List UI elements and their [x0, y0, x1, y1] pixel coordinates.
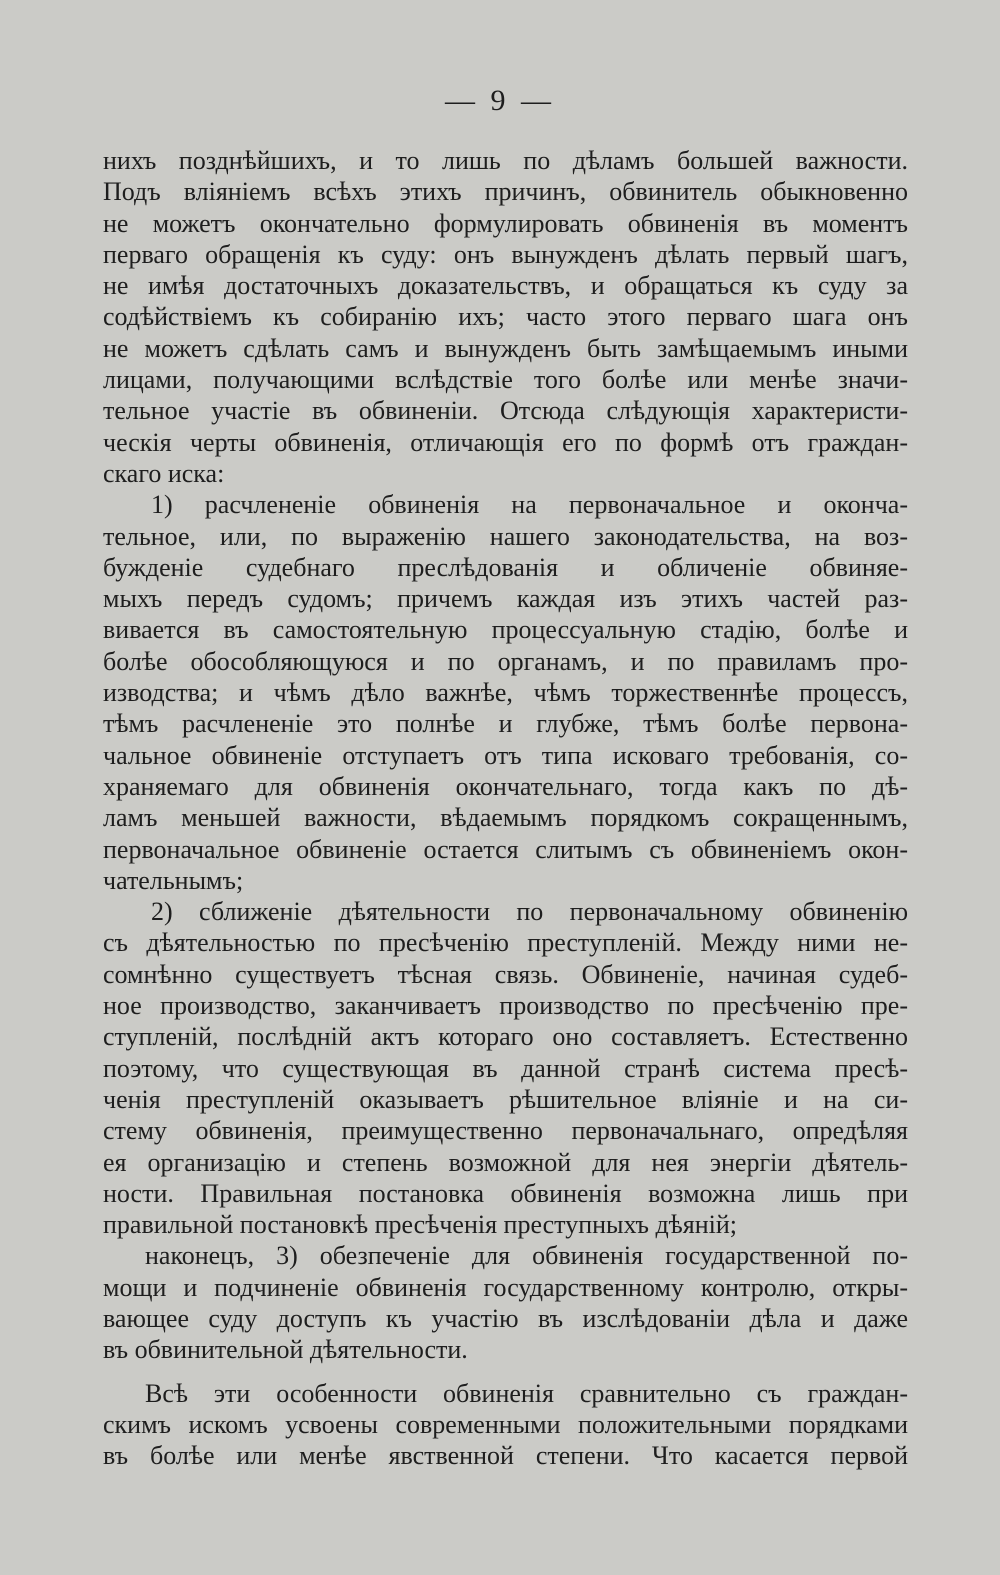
text-line: первоначальное обвиненіе остается слитымъ съ обвиненіемъ окон- — [103, 834, 908, 864]
text-line: мыхъ передъ судомъ; причемъ каждая изъ этихъ частей раз- — [103, 584, 908, 614]
text-line: тельное участіе въ обвиненіи. Отсюда слѣдующія характеристи- — [103, 396, 908, 426]
text-line: ное производство, заканчиваетъ производство по пресѣченію пре- — [103, 991, 908, 1021]
text-line: тѣмъ расчлененіе это полнѣе и глубже, тѣмъ болѣе первона- — [103, 709, 908, 739]
body-text — [103, 145, 908, 1471]
text-line: скаго иска: — [103, 458, 225, 488]
text-line: перваго обращенія къ суду: онъ вынужденъ дѣлать первый шагъ, — [103, 239, 908, 269]
text-line: содѣйствіемъ къ собиранію ихъ; часто этого перваго шага онъ — [103, 302, 908, 332]
text-line: Всѣ эти особенности обвиненія сравнительно съ граждан- — [145, 1378, 908, 1408]
text-line: стему обвиненія, преимущественно первоначальнаго, опредѣляя — [103, 1116, 908, 1146]
text-line: вающее суду доступъ къ участію въ изслѣдованіи дѣла и даже — [103, 1303, 908, 1333]
text-line: съ дѣятельностью по пресѣченію преступленій. Между ними не- — [103, 928, 908, 958]
text-line: поэтому, что существующая въ данной странѣ система пресѣ- — [103, 1053, 908, 1083]
text-line: не имѣя достаточныхъ доказательствъ, и обращаться къ суду за — [103, 271, 908, 301]
text-line: вивается въ самостоятельную процессуальную стадію, болѣе и — [103, 615, 908, 645]
paragraph-gap — [103, 1366, 908, 1378]
text-line: ея организацію и степень возможной для нея энергіи дѣятель- — [103, 1147, 908, 1177]
text-line: нихъ позднѣйшихъ, и то лишь по дѣламъ большей важности. — [103, 146, 908, 175]
text-line: ступленій, послѣдній актъ котораго оно составляетъ. Естественно — [103, 1022, 908, 1052]
text-line: ламъ меньшей важности, вѣдаемымъ порядкомъ сокращеннымъ, — [103, 803, 908, 833]
text-line: чательнымъ; — [103, 865, 244, 895]
text-line: бужденіе судебнаго преслѣдованія и обличеніе обвиняе- — [103, 552, 908, 582]
text-line: не можетъ окончательно формулировать обвиненія въ моментъ — [103, 208, 908, 238]
text-line: въ обвинительной дѣятельности. — [103, 1335, 468, 1365]
text-line: мощи и подчиненіе обвиненія государственному контролю, откры- — [103, 1272, 908, 1302]
text-line: храняемаго для обвиненія окончательнаго, тогда какъ по дѣ- — [103, 771, 908, 801]
text-line: 2) сближеніе дѣятельности по первоначальному обвиненію — [151, 897, 908, 927]
text-line: изводства; и чѣмъ дѣло важнѣе, чѣмъ торжественнѣе процессъ, — [103, 678, 908, 708]
text-line: не можетъ сдѣлать самъ и вынужденъ быть замѣщаемымъ иными — [103, 333, 908, 363]
text-line: ческія черты обвиненія, отличающія его по формѣ отъ граждан- — [103, 427, 908, 457]
text-line: ности. Правильная постановка обвиненія возможна лишь при — [103, 1178, 908, 1208]
text-line: лицами, получающими вслѣдствіе того болѣе или менѣе значи- — [103, 365, 908, 395]
text-line: сомнѣнно существуетъ тѣсная связь. Обвиненіе, начиная судеб- — [103, 959, 908, 989]
text-line: наконецъ, 3) обезпеченіе для обвиненія государственной по- — [145, 1241, 908, 1271]
text-line: въ болѣе или менѣе явственной степени. Что касается первой — [103, 1441, 908, 1471]
text-line: скимъ искомъ усвоены современными положительными порядками — [103, 1409, 908, 1439]
text-line: ченія преступленій оказываетъ рѣшительное вліяніе и на си- — [103, 1084, 908, 1114]
text-line: правильной постановкѣ пресѣченія преступныхъ дѣяній; — [103, 1210, 738, 1240]
text-line: Подъ вліяніемъ всѣхъ этихъ причинъ, обвинитель обыкновенно — [103, 177, 908, 207]
text-line: 1) расчлененіе обвиненія на первоначальное и оконча- — [151, 490, 908, 520]
text-line: тельное, или, по выраженію нашего законодательства, на воз- — [103, 521, 908, 551]
text-line: чальное обвиненіе отступаетъ отъ типа исковаго требованія, со- — [103, 740, 908, 770]
text-line: болѣе обособляющуюся и по органамъ, и по правиламъ про- — [103, 646, 908, 676]
page-number: — 9 — — [445, 84, 555, 117]
